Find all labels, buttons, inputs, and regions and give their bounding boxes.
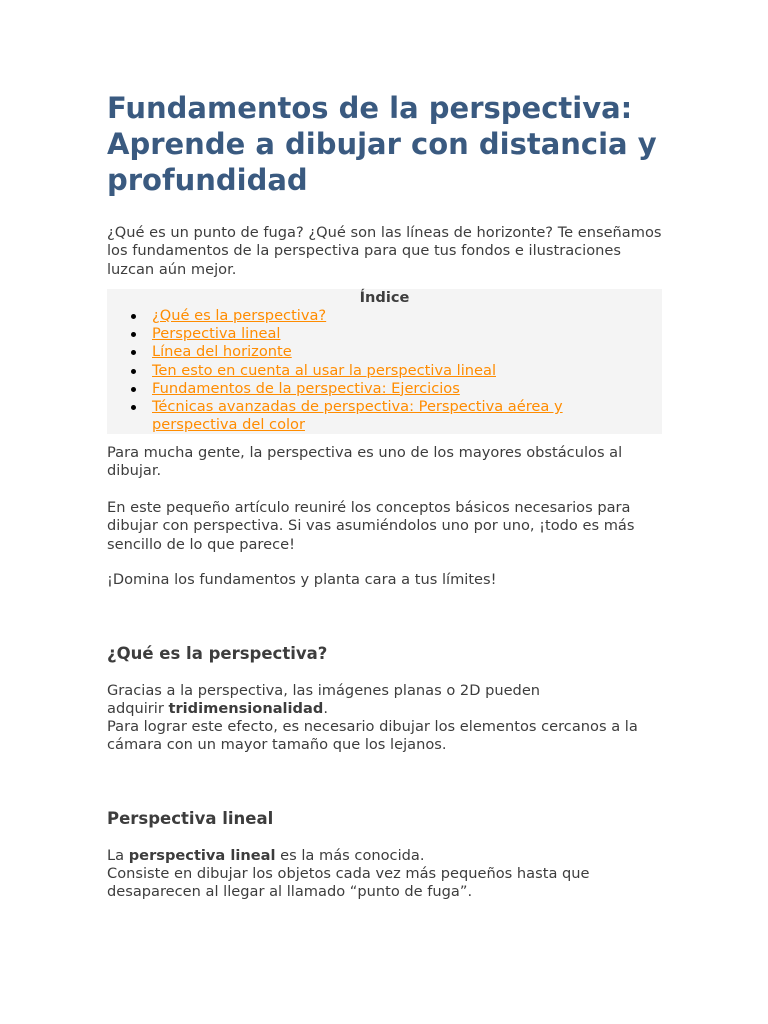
toc-item (152, 307, 662, 325)
toc-item (152, 398, 582, 434)
section1-text-after: . (323, 700, 328, 718)
section2-paragraph-1 (107, 847, 667, 865)
toc-item (152, 362, 662, 380)
section-heading-perspectiva-lineal: Perspectiva lineal (107, 809, 274, 828)
intro-paragraph: ¿Qué es un punto de fuga? ¿Qué son las líneas de horizonte? Te enseñamos los fundamentos de la perspectiva para que tus fondos e ilustraciones luzcan aún mejor. (107, 224, 662, 278)
section2-paragraph-2: Consiste en dibujar los objetos cada vez más pequeños hasta que desaparecen al llegar al llamado “punto de fuga”. (107, 865, 590, 901)
section1-bold-term: tridimensionalidad (168, 700, 324, 718)
page-title: Fundamentos de la perspectiva: Aprende a dibujar con distancia y profundidad (107, 91, 657, 197)
toc-link-perspectiva-lineal[interactable]: Perspectiva lineal (152, 325, 281, 343)
toc-link-que-es-la-perspectiva[interactable]: ¿Qué es la perspectiva? (152, 307, 327, 324)
section-heading-que-es: ¿Qué es la perspectiva? (107, 644, 328, 663)
section1-paragraph-1 (107, 682, 547, 719)
bullet-icon (131, 387, 136, 392)
toc-item (152, 380, 662, 398)
bullet-icon (131, 314, 136, 319)
body-paragraph-2: En este pequeño artículo reuniré los conceptos básicos necesarios para dibujar con perspectiva. Si vas asumiéndolos uno por uno, ¡todo es más sencillo de lo que parece! (107, 499, 635, 553)
toc-link-tecnicas-avanzadas[interactable]: Técnicas avanzadas de perspectiva: Perspectiva aérea y perspectiva del color (152, 398, 563, 434)
bullet-icon (131, 332, 136, 337)
toc-item (152, 343, 662, 361)
section2-text-before: La (107, 847, 125, 864)
bullet-icon (131, 350, 136, 355)
section2-bold-term: perspectiva lineal (128, 847, 276, 864)
section1-paragraph-2: Para lograr este efecto, es necesario dibujar los elementos cercanos a la cámara con un mayor tamaño que los lejanos. (107, 718, 638, 754)
toc-item (152, 325, 662, 343)
body-paragraph-1: Para mucha gente, la perspectiva es uno de los mayores obstáculos al dibujar. (107, 444, 623, 480)
toc-link-linea-del-horizonte[interactable]: Línea del horizonte (152, 343, 292, 361)
bullet-icon (131, 405, 136, 410)
body-paragraph-3: ¡Domina los fundamentos y planta cara a tus límites! (107, 571, 497, 588)
table-of-contents (107, 289, 662, 434)
section2-text-after: es la más conocida. (280, 847, 425, 864)
toc-link-ten-esto-en-cuenta[interactable]: Ten esto en cuenta al usar la perspectiva lineal (152, 361, 496, 379)
toc-list (107, 307, 662, 434)
bullet-icon (131, 369, 136, 374)
section1-text-before: Gracias a la perspectiva, las imágenes planas o 2D pueden adquirir (107, 682, 541, 718)
toc-link-ejercicios[interactable]: Fundamentos de la perspectiva: Ejercicios (152, 379, 460, 397)
toc-title: Índice (359, 289, 410, 306)
